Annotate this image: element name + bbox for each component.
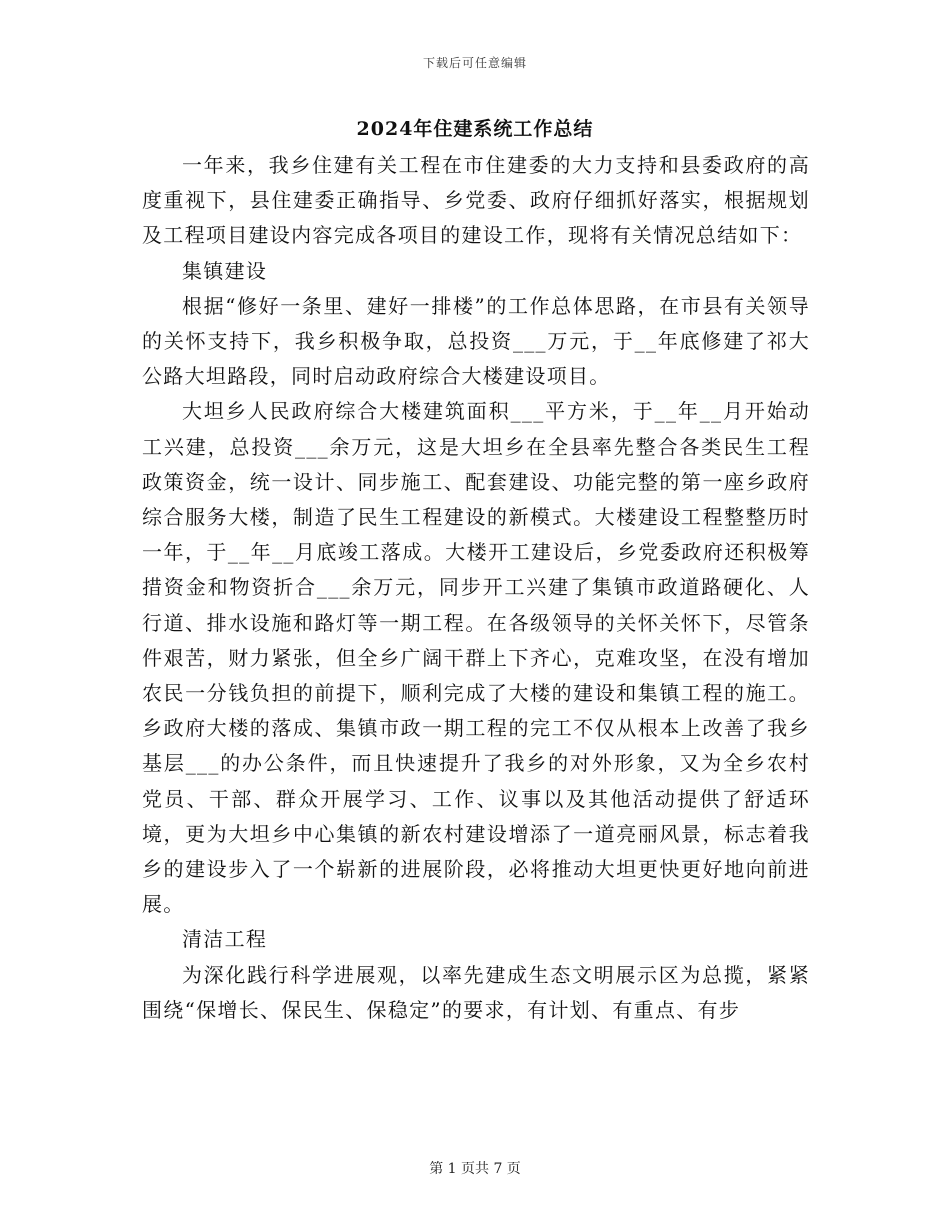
paragraph-government-building: 大坦乡人民政府综合大楼建筑面积___平方米，于__年__月开始动工兴建，总投资___余万元，这是大坦乡在全县率先整合各类民生工程政策资金，统一设计、同步施工、配套建设、功能完整的第一座乡政府综合服务大楼，制造了民生工程建设的新模式。大楼建设工程整整历时一年，于__年__月底竣工落成。大楼开工建设后，乡党委政府还积极筹措资金和物资折合___余万元，同步开工兴建了集镇市政道路硬化、人行道、排水设施和路灯等一期工程。在各级领导的关怀关怀下，尽管条件艰苦，财力紧张，但全乡广阔干群上下齐心，克难攻坚，在没有增加农民一分钱负担的前提下，顺利完成了大楼的建设和集镇工程的施工。乡政府大楼的落成、集镇市政一期工程的完工不仅从根本上改善了我乡基层___的办公条件，而且快速提升了我乡的对外形象，又为全乡农村党员、干部、群众开展学习、工作、议事以及其他活动提供了舒适环境，更为大坦乡中心集镇的新农村建设增添了一道亮丽风景，标志着我乡的建设步入了一个崭新的进展阶段，必将推动大坦更快更好地向前进展。 [142,399,810,917]
document-body [142,148,810,1028]
paragraph-intro: 一年来，我乡住建有关工程在市住建委的大力支持和县委政府的高度重视下，县住建委正确指导、乡党委、政府仔细抓好落实，根据规划及工程项目建设内容完成各项目的建设工作，现将有关情况总结如下： [142,153,810,248]
document-title: 2024年住建系统工作总结 [356,118,594,140]
page-footer-number: 第 1 页共 7 页 [429,1161,521,1177]
page-header-note: 下载后可任意编辑 [422,56,527,70]
section-heading-clean-project: 清洁工程 [182,927,268,952]
paragraph-road-project: 根据“修好一条里、建好一排楼”的工作总体思路，在市县有关领导的关怀支持下，我乡积极争取，总投资___万元，于__年底修建了祁大公路大坦路段，同时启动政府综合大楼建设项目。 [142,293,810,389]
section-heading-town-construction: 集镇建设 [182,258,268,283]
paragraph-clean-project: 为深化践行科学进展观，以率先建成生态文明展示区为总揽，紧紧围绕“保增长、保民生、保稳定”的要求，有计划、有重点、有步 [142,962,810,1022]
